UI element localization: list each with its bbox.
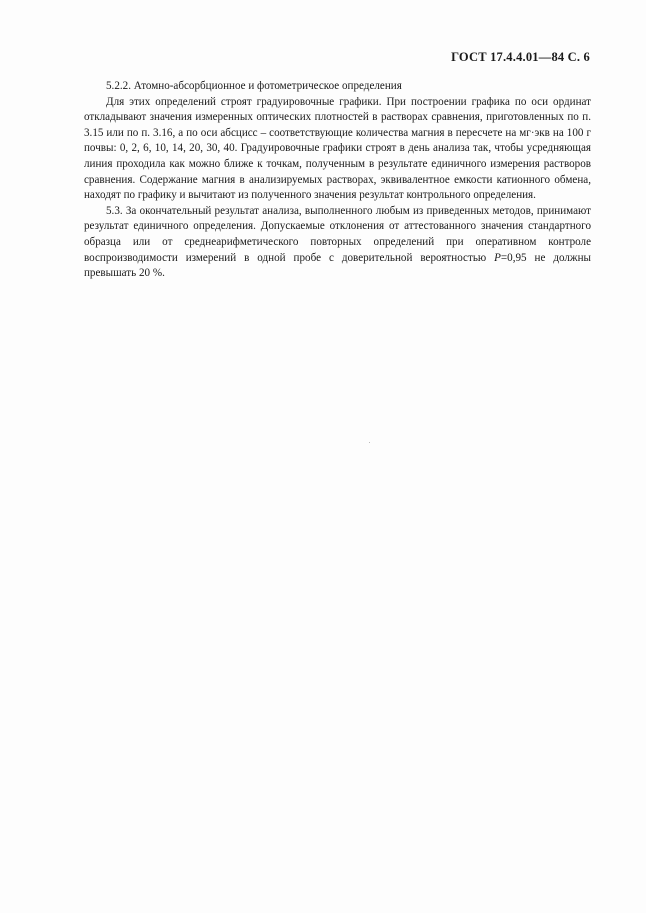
page-header: ГОСТ 17.4.4.01—84 С. 6 [451,50,590,64]
section-5-2-2-heading: 5.2.2. Атомно-абсорбционное и фотометрическое определения [106,80,402,92]
probability-symbol: P [494,251,501,264]
section-5-2-2-paragraph: Для этих определений строят градуировочные графики. При построении графика по оси ординат откладывают значения измеренных оптических плотностей в растворах сравнения, приготовленных по п. 3.15 или по п. 3.16, а по оси абсцисс – соответствующие количества магния в пересчете на мг·экв на 100 г почвы: 0, 2, 6, 10, 14, 20, 30, 40. Градуировочные графики строят в день анализа так, чтобы усредняющая линия проходила как можно ближе к точкам, полученным в результате единичного измерения растворов сравнения. Содержание магния в анализируемых растворах, эквивалентное емкости катионного обмена, находят по графику и вычитают из полученного значения результат контрольного определения. [84,95,591,202]
section-5-3-paragraph [84,204,591,282]
scan-speck [369,442,370,443]
section-5-3-text-end: =0,95 не должны превышать 20 %. [84,251,591,280]
section-5-3-text-start: 5.3. За окончательный результат анализа, выполненного любым из приведенных методов, принимают результат единичного определения. Допускаемые отклонения от аттестованного значения стандартного образца или от среднеарифметического повторных определений при оперативном контроле воспроизводимости измерений в одной пробе с доверительной вероятностью [84,204,591,264]
document-body [84,79,591,282]
